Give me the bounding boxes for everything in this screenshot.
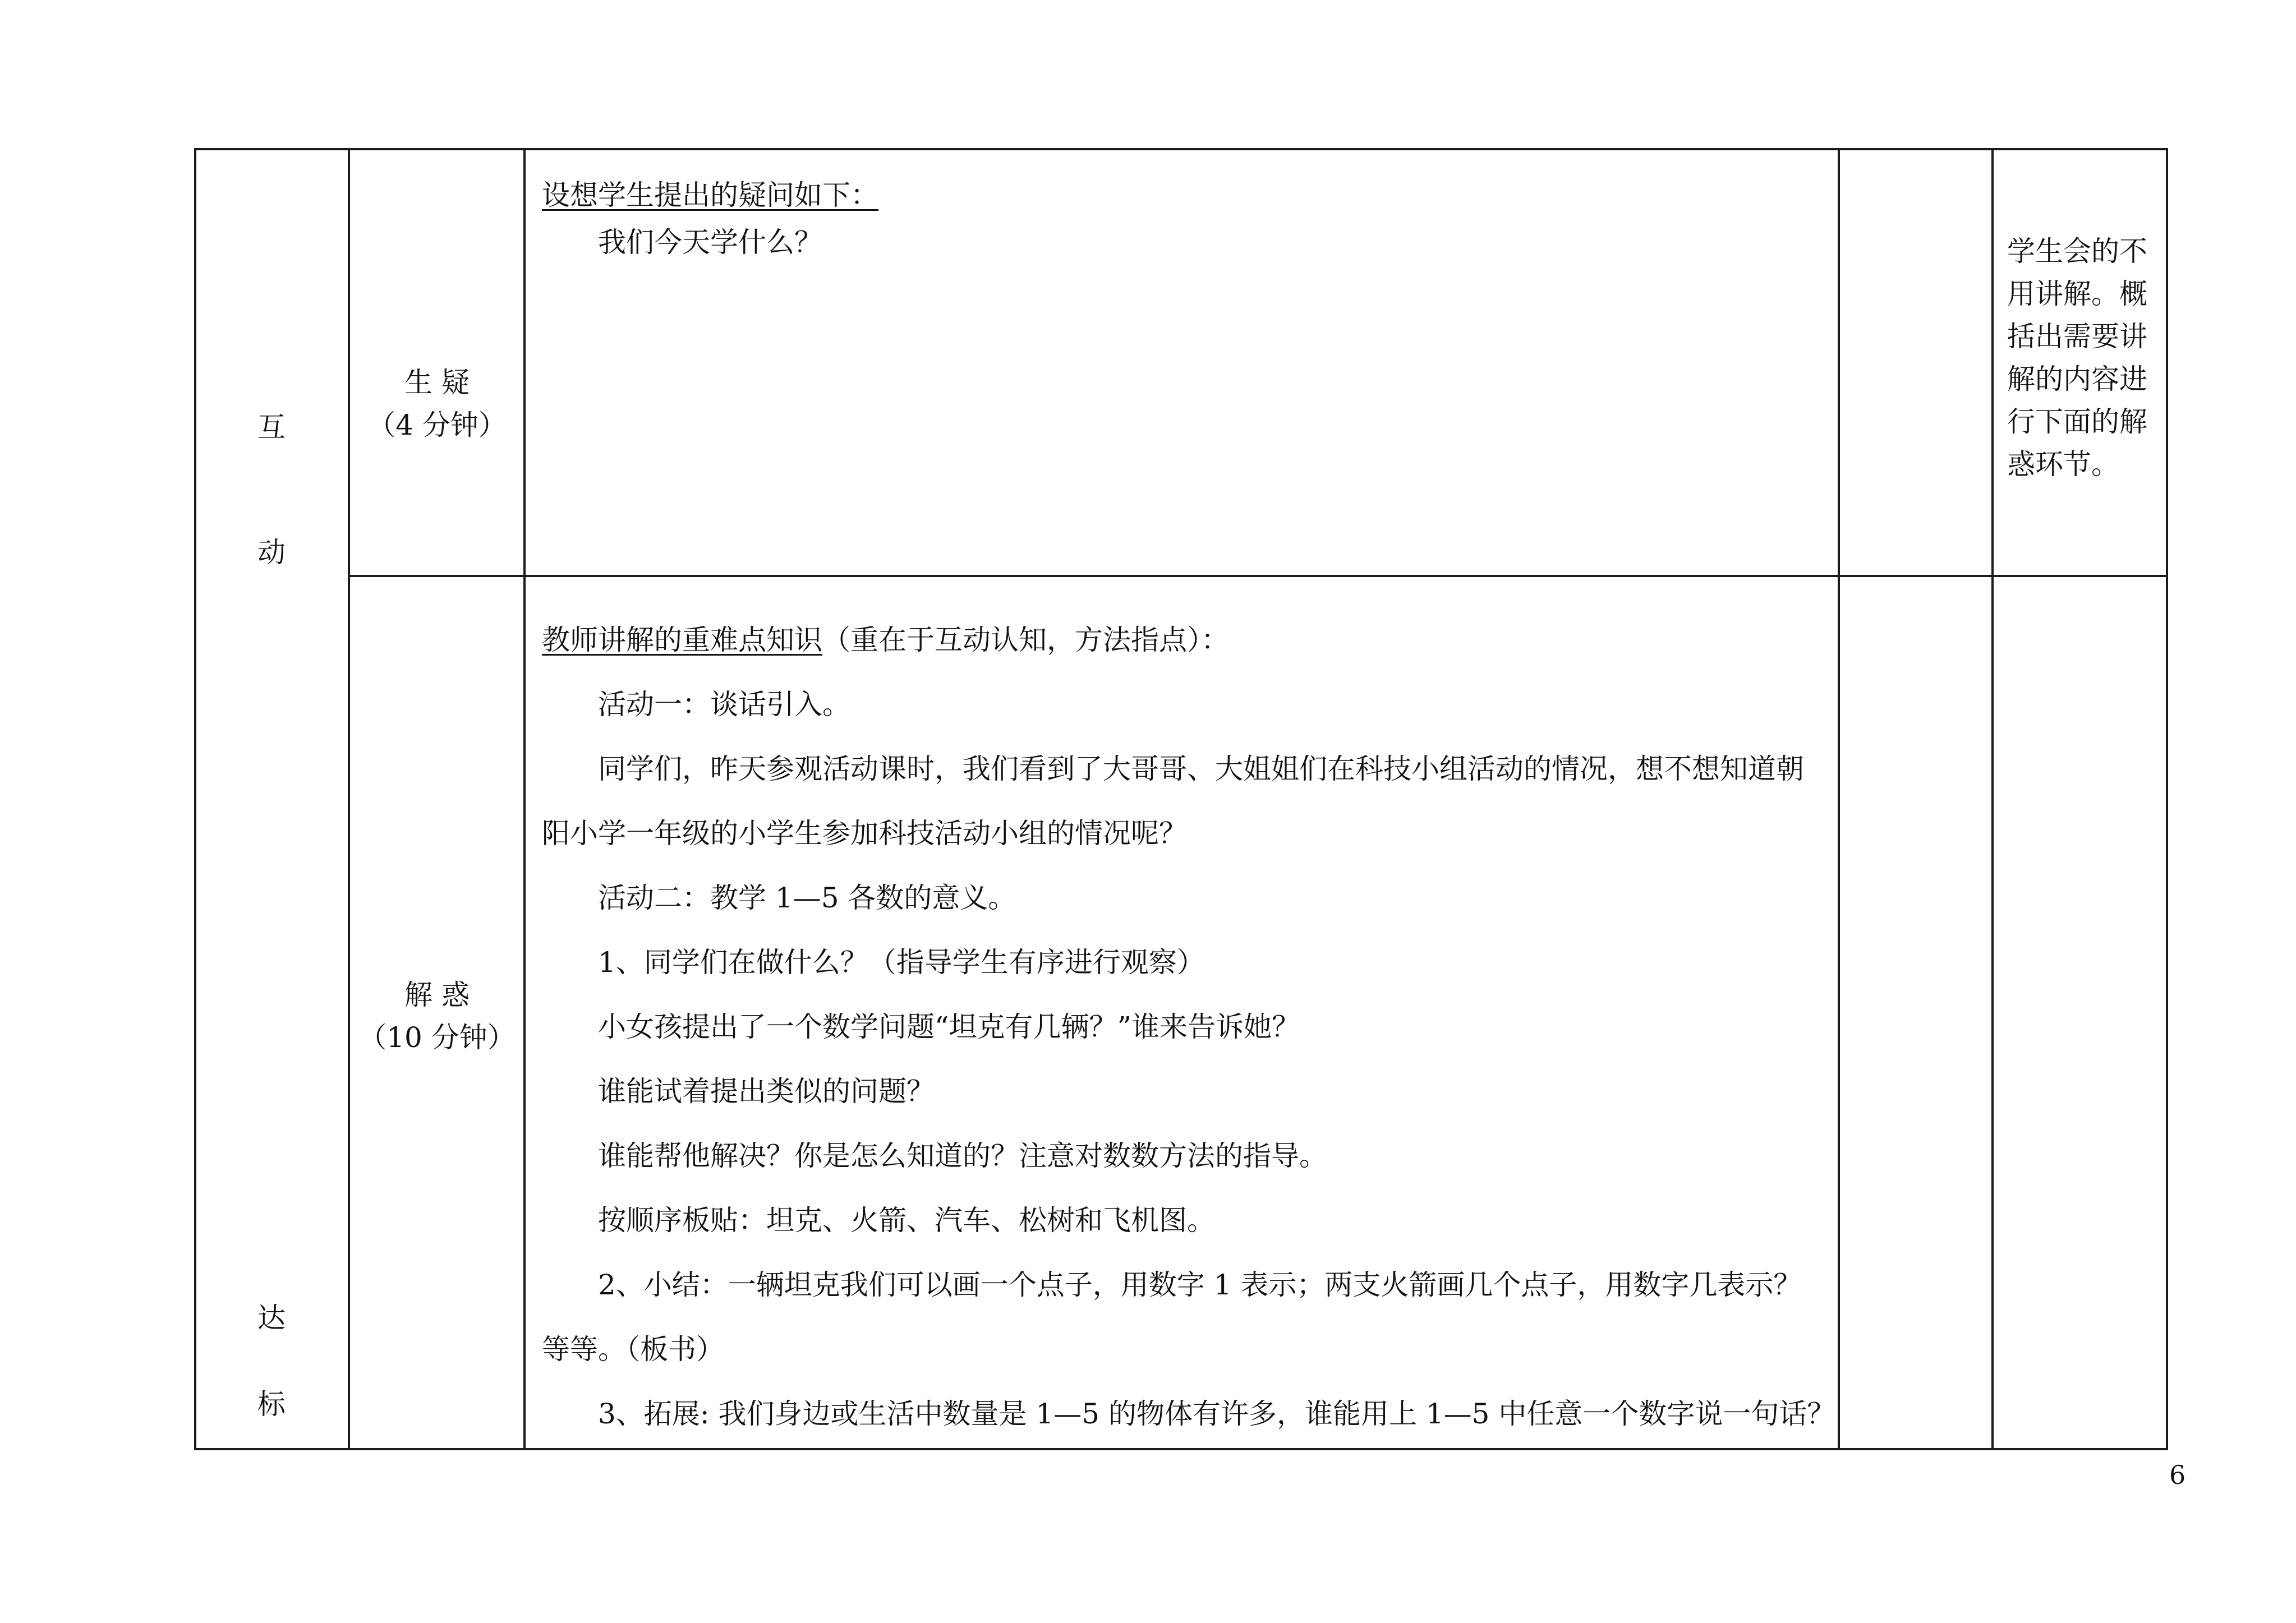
- content-line: 活动一：谈话引入。: [598, 688, 850, 721]
- step-label-question: [349, 361, 524, 446]
- table-border-bottom: [194, 1448, 2168, 1450]
- column-divider-step: [523, 148, 526, 1450]
- column-divider-content: [1838, 148, 1840, 1450]
- page-number: 6: [2169, 1460, 2186, 1490]
- note-line: 解的内容进: [2007, 363, 2147, 395]
- step-label-explain: [349, 974, 524, 1059]
- stage-char: 互: [257, 411, 286, 444]
- step-time: （10 分钟）: [358, 1021, 516, 1054]
- note-line: 惑环节。: [2007, 448, 2119, 481]
- content-line: 1、同学们在做什么？（指导学生有序进行观察）: [598, 946, 1205, 979]
- content-heading-tail: （重在于互动认知，方法指点）：: [822, 624, 1229, 656]
- step-name: 解 惑: [404, 979, 470, 1011]
- content-heading: [542, 608, 1832, 672]
- content-line: 2、小结：一辆坦克我们可以画一个点子，用数字 1 表示；两支火箭画几个点子，用数字几表示？: [598, 1269, 1802, 1301]
- content-heading-text: 设想学生提出的疑问如下：: [542, 179, 878, 211]
- table-border-left: [194, 148, 196, 1450]
- content-line: 同学们，昨天参观活动课时，我们看到了大哥哥、大姐姐们在科技小组活动的情况，想不想知道朝: [598, 753, 1804, 785]
- content-heading: [542, 166, 1832, 224]
- column-divider-blank: [1991, 148, 1994, 1450]
- teacher-note: [2007, 230, 2159, 486]
- note-line: 学生会的不: [2007, 235, 2147, 268]
- stage-char: 达: [257, 1302, 286, 1334]
- content-line: 按顺序板贴：坦克、火箭、汽车、松树和飞机图。: [598, 1204, 1215, 1237]
- step-time: （4 分钟）: [367, 409, 507, 441]
- stage-char: 动: [257, 536, 286, 569]
- note-line: 用讲解。概: [2007, 278, 2147, 310]
- content-heading-text: 教师讲解的重难点知识: [542, 624, 822, 656]
- content-line: 活动二：教学 1—5 各数的意义。: [598, 882, 1016, 914]
- note-line: 括出需要讲: [2007, 320, 2147, 353]
- content-line: 小女孩提出了一个数学问题“坦克有几辆？”谁来告诉她？: [598, 1011, 1300, 1043]
- note-line: 行下面的解: [2007, 405, 2147, 438]
- content-line: 我们今天学什么？: [598, 226, 822, 259]
- stage-char: 标: [257, 1388, 286, 1421]
- content-line: 等等。（板书）: [542, 1333, 724, 1366]
- table-border-right: [2166, 148, 2168, 1450]
- content-line: 阳小学一年级的小学生参加科技活动小组的情况呢？: [542, 817, 1187, 850]
- content-line: 谁能试着提出类似的问题？: [598, 1075, 935, 1108]
- content-cell-explain: [542, 608, 1835, 1446]
- content-line: 3、拓展: 我们身边或生活中数量是 1—5 的物体有许多，谁能用上 1—5 中任意一个数字说一句话？: [598, 1398, 1835, 1430]
- content-cell-question: [542, 166, 1832, 260]
- row-divider: [349, 575, 2168, 577]
- content-line: 谁能帮他解决？你是怎么知道的？注意对数数方法的指导。: [598, 1140, 1327, 1172]
- column-divider-stage: [348, 148, 350, 1450]
- step-name: 生 疑: [404, 366, 470, 399]
- table-border-top: [194, 148, 2168, 150]
